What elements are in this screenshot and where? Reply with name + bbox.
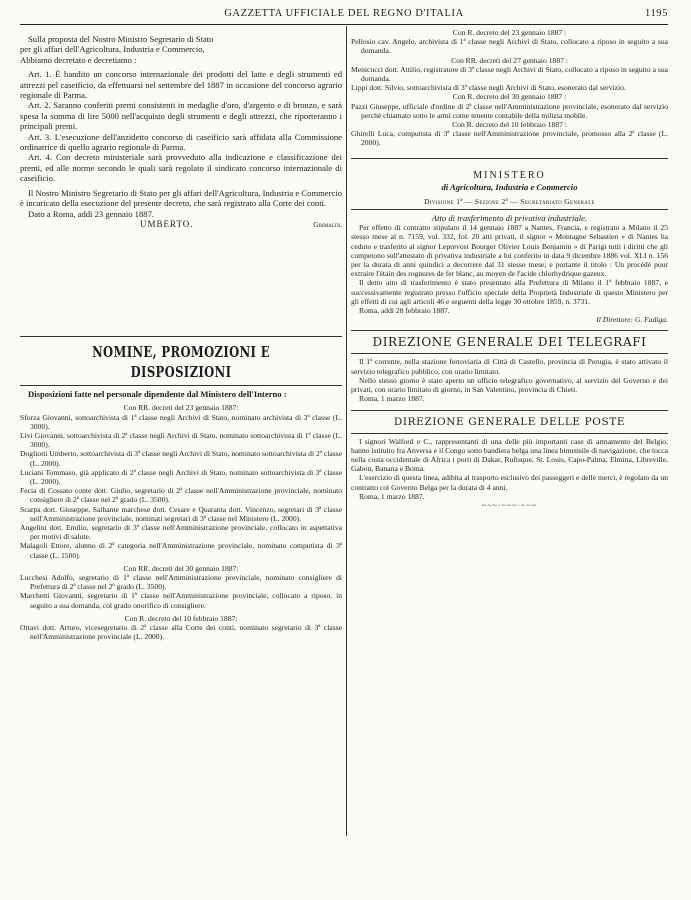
act-body: Il detto atto di trasferimento è stato presentato alla Prefettura di Milano il 1º febbraio 1887, e successivamente registrato presso l'ufficio speciale della Proprietà Industriale di questo Ministero per gli effetti di cui agli articoli 46 e seguenti della legge 30 ottobre 1859, n. 3731. [351,278,668,306]
title-rule [351,353,668,354]
right-column [351,26,668,896]
signature-king: UMBERTO. [140,218,194,229]
gazette-title: GAZZETTA UFFICIALE DEL REGNO D'ITALIA [224,8,464,19]
decree-date: Dato a Roma, addì 23 gennaio 1887. [28,208,155,219]
title-rule [20,385,342,386]
act-date: Roma, addì 28 febbraio 1887. [359,306,450,316]
appointment-entry: Lippi dott. Silvio, sottoarchivista di 3ª classe negli Archivi di Stato, esonerato dal servizio. [351,83,626,93]
appointment-entry: Menicucci dott. Attilio, registratore di 3ª classe negli Archivi di Stato, collocato a riposo in seguito a sua domanda. [351,64,668,84]
act-title: Atto di trasferimento di privativa industriale. [431,212,588,223]
appointment-entry: Lucchesi Adolfo, segretario di 1ª classe nell'Amministrazione provinciale, nominato consigliere di Prefettura di 2ª classe nel 2º grado (L. 3500). [20,573,342,592]
appointment-entry: Marchetti Giovanni, segretario di 1ª classe nell'Amministrazione provinciale, collocato a riposo, in seguito a sua domanda, col grado onorifico di consigliere. [20,591,342,610]
decree-closing: Il Nostro Ministro Segretario di Stato per gli affari dell'Agricoltura, Industria e Commercio è incaricato della esecuzione del presente decreto, che sarà registrato alla Corte dei conti. [20,187,342,209]
telegrafi-paragraph: Il 1º corrente, nella stazione ferroviaria di Città di Castello, provincia di Perugia, è stato attivato il servizio telegrafico pubblico, con orario limitato. [351,357,668,376]
appointment-entry: Livi Giovanni, sottoarchivista di 2ª classe negli Archivi di Stato, nominato sottoarchivista di 1ª classe (L. 3000). [20,431,342,450]
group-heading: Con R. decreto del 23 gennaio 1887 : [452,28,567,37]
section-rule [351,158,668,159]
group-heading: Con R. decreto del 30 gennaio 1887 : [452,92,567,102]
appointment-entry: Scarpa dott. Giuseppe, Saibante marchese dott. Cesare e Quaranta dott. Vincenzo, segretari di 3ª classe nell'Amministrazione provinciale, nominati segretari di 3ª classe nel Ministero (L. 2000). [20,504,342,523]
group-heading: Con RR. decreti del 23 gennaio 1887: [123,403,239,413]
newspaper-page [20,4,668,896]
column-divider [346,26,347,836]
appointment-entry: Angelini dott. Emilio, segretario di 3ª classe nell'Amministrazione provinciale, collocato in aspettativa per motivi di salute. [20,523,342,542]
group-heading: Con R. decreto del 10 febbraio 1887: [124,613,238,623]
article: Art. 3. L'esecuzione dell'anzidetto concorso di caseificio sarà affidata alla Commissione ordinatrice di quello agrario regionale di Parma. [20,131,342,153]
division-rule [351,209,668,210]
signature-minister: Grimaldi. [313,219,342,229]
decree-intro-line: per gli affari dell'Agricoltura, Industria e Commercio, [20,44,205,55]
appointment-entry: Luciani Tommaso, già applicato di 2ª classe negli Archivi di Stato, nominato sottoarchivista di 3ª classe (L. 2000). [20,467,342,487]
section-rule [351,330,668,331]
act-body: Per effetto di contratto stipulato il 14 gennaio 1887 a Nantes, Francia, e registrato a Milano il 25 stesso mese al n. 7159, vol. 332, fol. 20 atti privati, il signor « Montagne Sebastien » di Nantes ha ceduto e trasferito al signor Leprevost Bourger Olivier Louis Benjamin » di Parigi tutti i diritti che gli competono sull'attestato di privativa industriale a lui conferito in data 9 dicembre 1886 vol. XLI n. 156 per la durata di anni quindici a decorrere dal 31 stesso mese; e portante il titolo : Un procédé pour extraire l'étain des rognures de fer blanc, au moyen de l'acide chlorhydrique gazeux. [351,223,668,279]
decree-intro-line: Abbiamo decretato e decretiamo : [20,54,137,65]
appointment-entry: Dogliotti Umberto, sottoarchivista di 3ª classe negli Archivi di Stato, nominato sottoarchivista di 2ª classe (L. 2000). [20,449,342,468]
section-rule [20,336,342,337]
ministry-title: MINISTERO [473,169,546,181]
page-header [20,4,668,25]
telegrafi-title: DIREZIONE GENERALE DEI TELEGRAFI [372,335,647,350]
left-column [20,26,342,896]
nomine-section [20,342,342,641]
decorative-flourish: ~~~·~~~·~~~ [481,500,538,510]
poste-paragraph: L'esercizio di questa linea, adibita al trasporto esclusivo dei passeggeri e delle merci, è regolato da un contratto col Governo Belga per la durata di 4 anni. [351,473,668,492]
group-heading: Con R. decreto del 10 febbraio 1887 : [452,120,567,130]
appointment-entry: Fecia di Cossato conte dott. Giulio, segretario di 2ª classe nell'Amministrazione provinciale, nominato consigliere di 2ª classe nel 2º grado (L. 3500). [20,486,342,505]
telegrafi-paragraph: Nello stesso giorno è stato aperto un ufficio telegrafico governativo, al servizio del Governo e dei privati, con orario limitato di giorno, in San Valentino, provincia di Chieti. [351,375,668,395]
poste-date: Roma, 1 marzo 1887. [359,491,425,501]
section-rule [351,410,668,411]
appointment-entry: Ghirelli Luca, computista di 3ª classe nell'Amministrazione provinciale, promosso alla 2ª classe (L. 2000). [351,129,668,148]
division-line: Divisione 1ª — Sezione 2ª — Segretariato Generale [424,196,595,206]
group-heading: Con RR. decreti del 27 gennaio 1887 : [451,55,568,65]
article: Art. 2. Saranno conferiti premi consistenti in medaglie d'oro, d'argento e di bronzo, e sarà spesa la somma di lire 5000 nell'acquisto degli strumenti e degli attrezzi, che riporteranno i principali premi. [20,100,342,132]
appointment-entry: Sforza Giovanni, sottoarchivista di 1ª classe negli Archivi di Stato, nominato archivista di 3ª classe (L. 3000). [20,412,342,431]
poste-paragraph: I signori Walford e C., rappresentanti di una delle più importanti case di armamento del Belgio, hanno istituito fra Anversa e il Congo sotto bandiera belga una linea bimensile di navigazione, che tocca nella costa occidentale di Africa i porti di Dakar, Rufisque, St. Louis, Capo-Palma, Elmina, Libreville, Gabon, Banana e Boma. [351,436,668,474]
poste-title: DIREZIONE GENERALE DELLE POSTE [393,415,626,428]
appointment-entry: Ottavi dott. Arturo, vicesegretario di 2ª classe alla Corte dei conti, nominato segretario di 3ª classe nell'Amministrazione provinciale (L. 2000). [20,623,342,642]
page-number: 1195 [644,8,668,19]
appointment-entry: Pellosio cav. Angelo, archivista di 1ª classe negli Archivi di Stato, collocato a riposo in seguito a sua domanda. [351,37,668,56]
article: Art. 4. Con decreto ministeriale sarà provveduto alla indicazione e classificazione dei premi, ed alle norme secondo le quali sarà regolato il sindicato concorso internazionale di caseificio. [20,152,342,184]
columns [20,26,668,896]
section-title: NOMINE, PROMOZIONI E DISPOSIZIONI [92,343,270,381]
telegrafi-date: Roma, 1 marzo 1887. [359,394,425,404]
dispositions-heading: Disposizioni fatte nel personale dipendente dal Ministero dell'Interno : [28,389,287,399]
appointment-entry: Malagoli Ettore, alunno di 2ª categoria nell'Amministrazione provinciale, nominato computista di 3ª classe (L. 1500). [20,541,342,560]
title-rule [351,433,668,434]
decree-intro-line: Sulla proposta del Nostro Ministro Segretario di Stato [28,34,214,44]
group-heading: Con RR. decreti del 30 gennaio 1887: [123,563,239,573]
signatures [20,219,342,229]
article: Art. 1. È bandito un concorso internazionale dei prodotti del latte e degli strumenti ed attrezzi pel caseificio, da effettuarsi nel settembre del 1887 in occasione del concorso agrario regionale di Parma. [20,69,342,101]
appointment-entry: Pazzi Giuseppe, ufficiale d'ordine di 2ª classe nell'Amministrazione provinciale, esonerato dal servizio perchè chiamato sotto le armi come tenente contabile della milizia mobile. [351,101,668,120]
ministry-subtitle: di Agricoltura, Industria e Commercio [441,181,578,192]
act-signature: Il Direttore: G. Fadiga. [596,315,668,325]
